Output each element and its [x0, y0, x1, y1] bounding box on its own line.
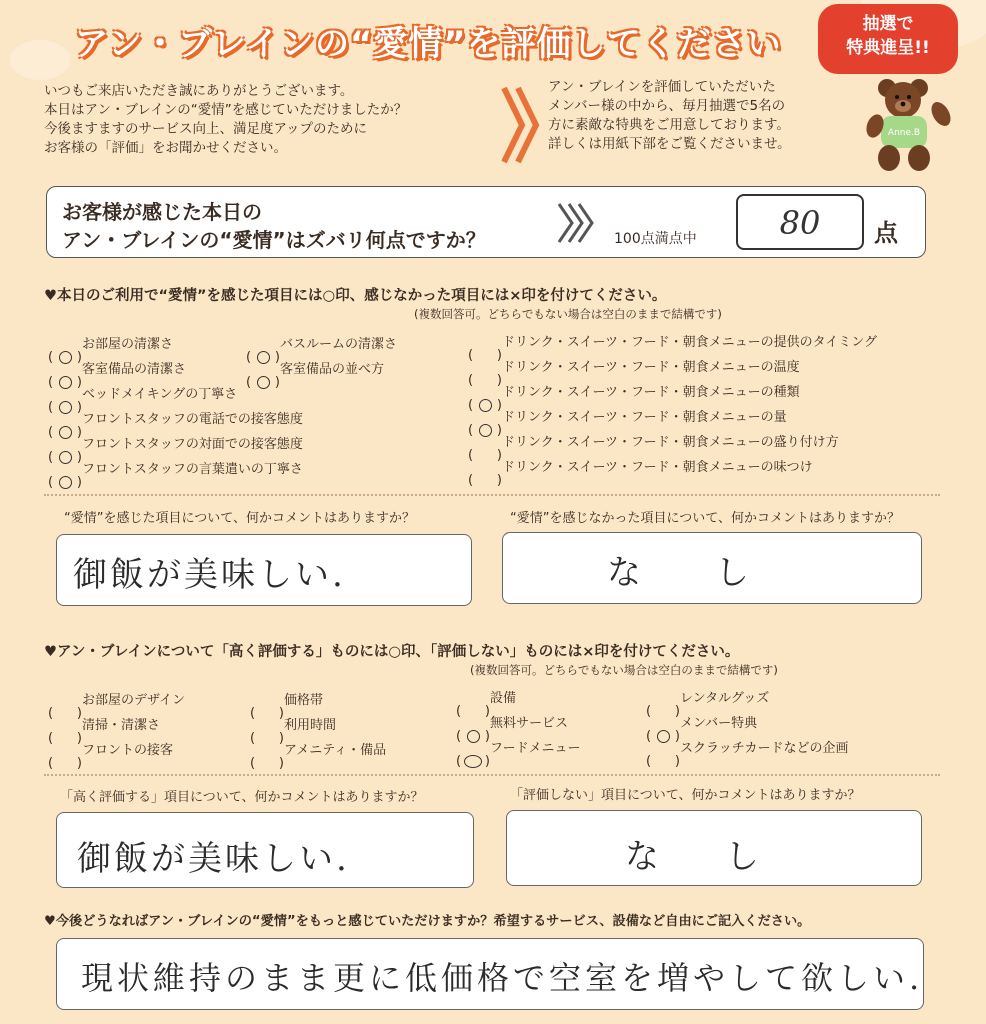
comment-question: “愛情”を感じた項目について、何かコメントはありますか？ [64, 511, 415, 526]
item-label: お部屋の清潔さ [82, 337, 174, 352]
comment-question: “愛情”を感じなかった項目について、何かコメントはありますか？ [510, 511, 900, 526]
checkbox-item[interactable] [468, 458, 813, 478]
score-question [62, 198, 486, 254]
item-label: 価格帯 [284, 693, 324, 708]
item-label: フロントスタッフの言葉遣いの丁寧さ [82, 462, 303, 477]
item-label: お部屋のデザイン [82, 693, 186, 708]
item-label: ドリンク・スイーツ・フード・朝食メニューの量 [502, 410, 787, 425]
checkbox-item[interactable] [48, 716, 160, 736]
score-question-line-1: お客様が感じた本日の [62, 200, 262, 224]
intro-line: いつもご来店いただき誠にありがとうございます。 [44, 83, 354, 99]
score-input[interactable] [736, 194, 864, 250]
handwritten-comment: 御飯が美味しい. [73, 555, 346, 595]
handwritten-comment: な し [625, 837, 775, 877]
item-label: 利用時間 [284, 718, 337, 733]
checkbox-item[interactable] [48, 435, 303, 455]
item-label: フロントスタッフの対面での接客態度 [82, 437, 303, 452]
item-label: ドリンク・スイーツ・フード・朝食メニューの種類 [502, 385, 800, 400]
item-label: スクラッチカードなどの企画 [680, 741, 849, 756]
chevron-right-icon [556, 200, 596, 246]
score-value: 80 [779, 204, 821, 242]
item-label: ドリンク・スイーツ・フード・朝食メニューの味つけ [502, 460, 813, 475]
checkbox-item[interactable] [48, 385, 237, 405]
checkbox-item[interactable] [250, 716, 336, 736]
checkbox-item[interactable] [456, 714, 568, 734]
item-label: ドリンク・スイーツ・フード・朝食メニューの盛り付け方 [502, 435, 839, 450]
checkbox-item[interactable] [456, 739, 580, 759]
item-label: 客室備品の並べ方 [280, 362, 385, 377]
item-label: 客室備品の清潔さ [82, 362, 187, 377]
checkbox-item[interactable] [246, 360, 384, 380]
item-label: フロントの接客 [82, 743, 174, 758]
comment-field-bad[interactable] [506, 810, 922, 886]
section3-heading: ♥今後どうなればアン・ブレインの“愛情”をもっと感じていただけますか？希望するサービス、設備など自由にご記入ください。 [44, 914, 811, 929]
checkbox-item[interactable] [48, 335, 173, 355]
item-label: 無料サービス [490, 716, 569, 731]
badge-line-2: 特典進呈!! [846, 38, 930, 58]
title-banner [38, 10, 818, 72]
checkbox-item[interactable] [48, 741, 173, 761]
intro-line: 今後ますますのサービス向上、満足度アップのために [44, 121, 368, 137]
badge-line-1: 抽選で [862, 14, 914, 34]
item-label: 設備 [490, 691, 517, 706]
item-label: メンバー特典 [680, 716, 758, 731]
item-label: ベッドメイキングの丁寧さ [82, 387, 238, 402]
handwritten-comment: 現状維持のまま更に低価格で空室を増やして欲しい. [81, 959, 924, 997]
score-unit: 点 [874, 219, 898, 247]
checkbox-item[interactable] [250, 741, 386, 761]
lottery-text [548, 78, 868, 154]
item-label: レンタルグッズ [680, 691, 770, 706]
section2-heading: ♥アン・ブレインについて「高く評価する」ものには○印、「評価しない」ものには×印を付けてください。 [44, 644, 740, 660]
section2-note: (複数回答可。どちらでもない場合は空白のままで結構です) [470, 663, 778, 677]
checkbox-item[interactable] [468, 358, 800, 378]
page-title: アン・ブレインの“愛情”を評価してください [74, 24, 782, 64]
lottery-badge [818, 4, 958, 74]
handwritten-comment: 御飯が美味しい. [77, 839, 350, 879]
lottery-line: アン・ブレインを評価していただいた [548, 79, 776, 95]
handwritten-comment: な し [607, 553, 769, 593]
intro-line: 本日はアン・ブレインの“愛情”を感じていただけましたか？ [44, 102, 408, 118]
checkbox-item[interactable] [646, 739, 848, 759]
comment-field-good[interactable] [56, 534, 472, 606]
checkbox-item[interactable] [468, 433, 839, 453]
intro-line: お客様の「評価」をお聞かせください。 [44, 140, 287, 156]
checkbox-item[interactable] [48, 410, 303, 430]
checkbox-item[interactable] [456, 689, 516, 709]
item-label: ドリンク・スイーツ・フード・朝食メニューの提供のタイミング [502, 335, 878, 350]
score-max-label: 100点満点中 [614, 231, 697, 247]
item-label: ドリンク・スイーツ・フード・朝食メニューの温度 [502, 360, 800, 375]
score-question-line-2: アン・ブレインの“愛情”はズバリ何点ですか？ [62, 228, 486, 252]
item-label: フードメニュー [490, 741, 581, 756]
lottery-line: 詳しくは用紙下部をご覧くださいませ。 [548, 136, 791, 152]
divider [44, 774, 940, 776]
checkbox-item[interactable] [48, 460, 303, 480]
checkbox-item[interactable] [468, 408, 787, 428]
divider [44, 494, 940, 496]
checkbox-item[interactable] [48, 360, 186, 380]
section1-note: (複数回答可。どちらでもない場合は空白のままで結構です) [414, 307, 722, 321]
free-comment-field[interactable] [56, 938, 924, 1010]
chevron-right-icon [500, 82, 540, 168]
item-label: バスルームの清潔さ [280, 337, 398, 352]
checkbox-item[interactable] [246, 335, 397, 355]
checkbox-item[interactable] [250, 691, 323, 711]
item-label: フロントスタッフの電話での接客態度 [82, 412, 303, 427]
lottery-line: 方に素敵な特典をご用意しております。 [548, 117, 790, 133]
checkbox-item[interactable] [646, 689, 769, 709]
lottery-line: メンバー様の中から、毎月抽選で5名の [548, 98, 786, 114]
comment-question: 「評価しない」項目について、何かコメントはありますか？ [510, 788, 861, 803]
section1-heading: ♥本日のご利用で“愛情”を感じた項目には○印、感じなかった項目には×印を付けてください。 [44, 288, 667, 304]
item-label: アメニティ・備品 [284, 743, 387, 758]
item-label: 清掃・清潔さ [82, 718, 161, 733]
checkbox-item[interactable] [468, 383, 800, 403]
comment-field-good[interactable] [56, 812, 474, 888]
checkbox-item[interactable] [468, 333, 877, 353]
bear-shirt-text: Anne.B [887, 128, 921, 138]
intro-text [44, 82, 494, 158]
comment-question: 「高く評価する」項目について、何かコメントはありますか？ [60, 790, 424, 805]
checkbox-item[interactable] [48, 691, 185, 711]
checkbox-item[interactable] [646, 714, 757, 734]
teddy-bear-mascot-icon [857, 74, 957, 174]
comment-field-bad[interactable] [502, 532, 922, 604]
